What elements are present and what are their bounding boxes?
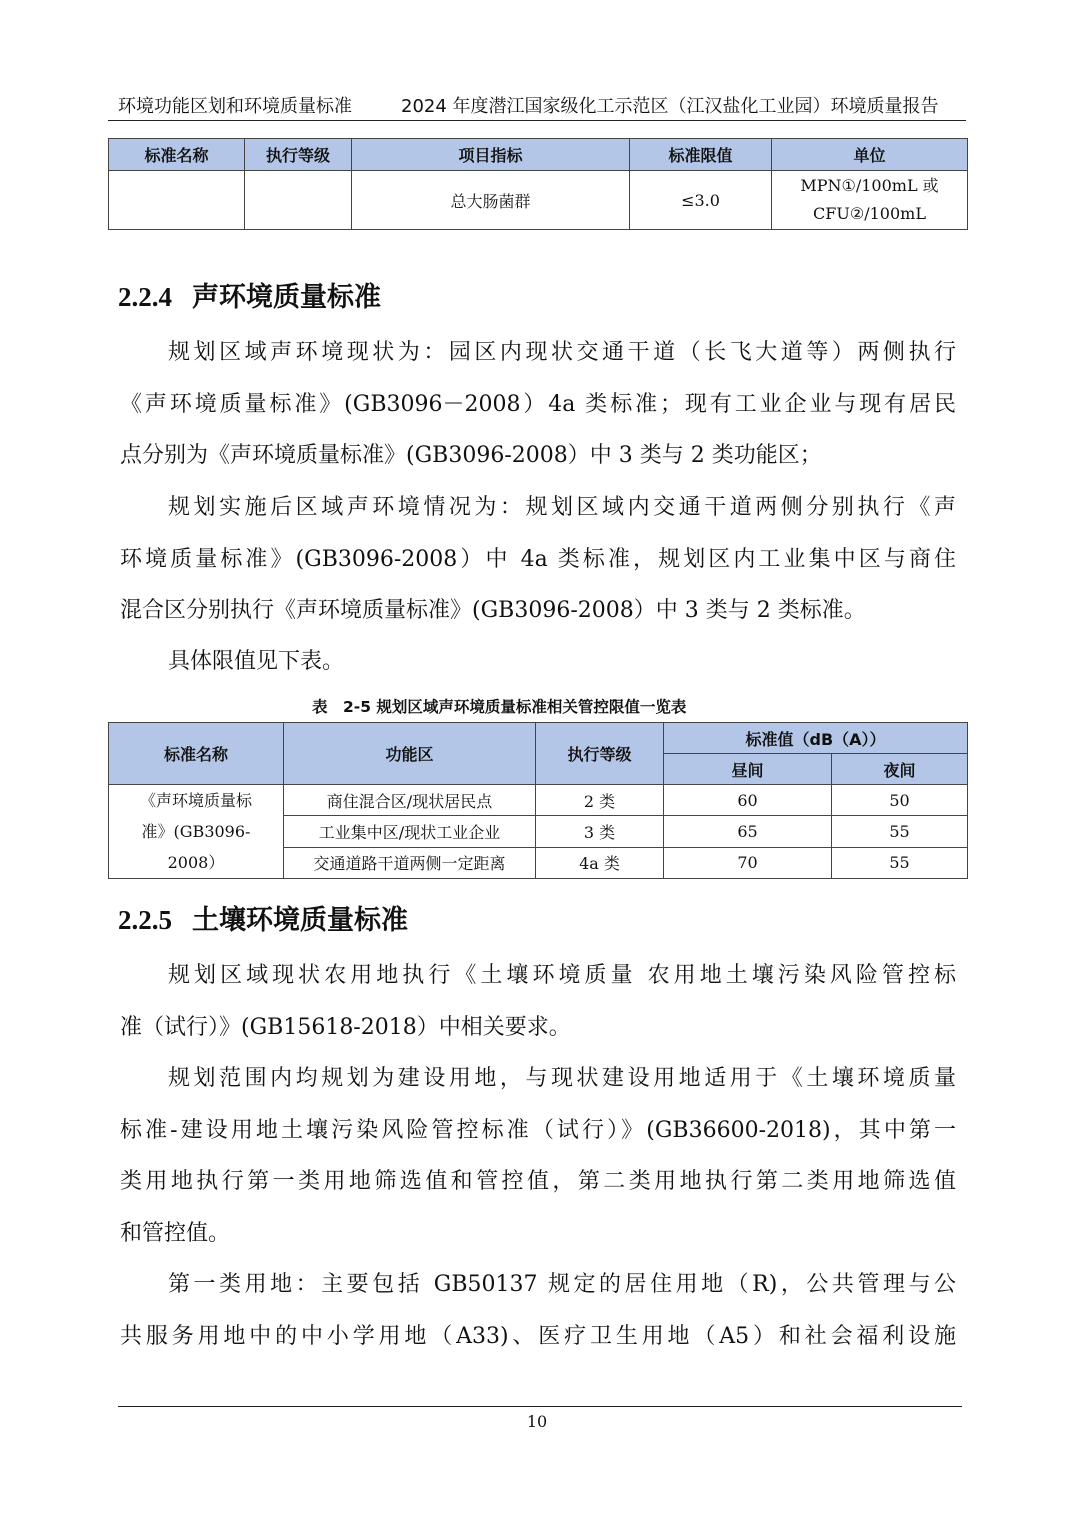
section-heading-2-2-5 [118, 898, 408, 937]
standard-line: 《声环境质量标 [139, 791, 252, 810]
paragraph-soil-agricultural [120, 950, 956, 1053]
cell-grade: 4a 类 [536, 847, 664, 878]
noise-standard-table [108, 722, 968, 879]
cell-day: 70 [664, 847, 832, 878]
cell-zone: 交通道路干道两侧一定距离 [284, 847, 536, 878]
cell-zone: 商住混合区/现状居民点 [284, 785, 536, 816]
text-line: 具体限值见下表。 [168, 649, 345, 674]
unit-line-2: CFU②/100mL [813, 204, 926, 223]
cell-day: 65 [664, 816, 832, 847]
cell-zone: 工业集中区/现状工业企业 [284, 816, 536, 847]
cell-night: 55 [832, 847, 968, 878]
standard-line: 2008） [167, 853, 225, 872]
header-right-title: 2024 年度潜江国家级化工示范区（江汉盐化工业园）环境质量报告 [401, 96, 939, 117]
cell-standard-name [109, 171, 245, 230]
page-number: 10 [526, 1412, 548, 1431]
cell-standard-name [109, 785, 284, 879]
col-header-unit: 单位 [772, 139, 968, 171]
table-caption: 表 2-5 规划区域声环境质量标准相关管控限值一览表 [312, 698, 687, 716]
cell-day: 60 [664, 785, 832, 816]
text-line: 《声环境质量标准》(GB3096－2008）4a 类标准；现有工业企业与现有居民 [120, 391, 956, 417]
text-line: 和管控值。 [120, 1220, 231, 1246]
col-header-night: 夜间 [832, 754, 968, 785]
paragraph-soil-construction [120, 1053, 956, 1259]
text-line: 点分别为《声环境质量标准》(GB3096-2008）中 3 类与 2 类功能区； [120, 443, 822, 468]
section-heading-2-2-4 [118, 275, 381, 314]
header-divider [108, 120, 966, 121]
col-header-limit: 标准限值 [630, 139, 772, 171]
cell-item: 总大肠菌群 [352, 171, 630, 230]
col-header-standard-name: 标准名称 [109, 723, 284, 785]
cell-night: 50 [832, 785, 968, 816]
cell-grade [245, 171, 352, 230]
col-header-grade: 执行等级 [245, 139, 352, 171]
cell-night: 55 [832, 816, 968, 847]
cell-limit: ≤3.0 [630, 171, 772, 230]
cell-grade: 2 类 [536, 785, 664, 816]
table-row [109, 171, 968, 230]
col-header-standard-name: 标准名称 [109, 139, 245, 171]
text-line: 类用地执行第一类用地筛选值和管控值，第二类用地执行第二类用地筛选值 [120, 1169, 956, 1194]
col-header-day: 昼间 [664, 754, 832, 785]
text-line: 规划实施后区域声环境情况为：规划区域内交通干道两侧分别执行《声 [168, 495, 956, 520]
section-number: 2.2.5 [118, 905, 172, 935]
water-standard-table [108, 138, 968, 230]
text-line: 共服务用地中的中小学用地（A33)、医疗卫生用地（A5）和社会福利设施 [120, 1323, 956, 1349]
text-line: 规划区域现状农用地执行《土壤环境质量 农用地土壤污染风险管控标 [168, 963, 956, 988]
table-row [109, 785, 968, 816]
text-line: 环境质量标准》(GB3096-2008）中 4a 类标准，规划区内工业集中区与商住 [120, 546, 956, 572]
header-left-title: 环境功能区划和环境质量标准 [118, 96, 352, 117]
paragraph-first-class-land [120, 1259, 956, 1362]
text-line: 混合区分别执行《声环境质量标准》(GB3096-2008）中 3 类与 2 类标准。 [120, 598, 866, 623]
section-title: 土壤环境质量标准 [192, 905, 408, 936]
paragraph-see-table [120, 636, 956, 688]
col-header-item: 项目指标 [352, 139, 630, 171]
section-title: 声环境质量标准 [192, 282, 381, 313]
unit-line-1: MPN①/100mL 或 [800, 176, 939, 195]
text-line: 准（试行）》(GB15618-2018）中相关要求。 [120, 1014, 571, 1040]
col-header-standard-value: 标准值（dB（A）） [664, 723, 968, 754]
standard-line: 准》(GB3096- [141, 822, 251, 841]
cell-grade: 3 类 [536, 816, 664, 847]
text-line: 规划区域声环境现状为：园区内现状交通干道（长飞大道等）两侧执行 [168, 340, 956, 365]
text-line: 标准-建设用地土壤污染风险管控标准（试行）》(GB36600-2018)，其中第一 [120, 1117, 957, 1143]
col-header-zone: 功能区 [284, 723, 536, 785]
cell-unit [772, 171, 968, 230]
text-line: 规划范围内均规划为建设用地，与现状建设用地适用于《土壤环境质量 [168, 1066, 956, 1091]
paragraph-noise-planned [120, 482, 956, 637]
paragraph-noise-current [120, 327, 956, 482]
col-header-grade: 执行等级 [536, 723, 664, 785]
text-line: 第一类用地：主要包括 GB50137 规定的居住用地（R)，公共管理与公 [168, 1272, 956, 1297]
section-number: 2.2.4 [118, 282, 172, 312]
footer-divider [118, 1406, 962, 1407]
